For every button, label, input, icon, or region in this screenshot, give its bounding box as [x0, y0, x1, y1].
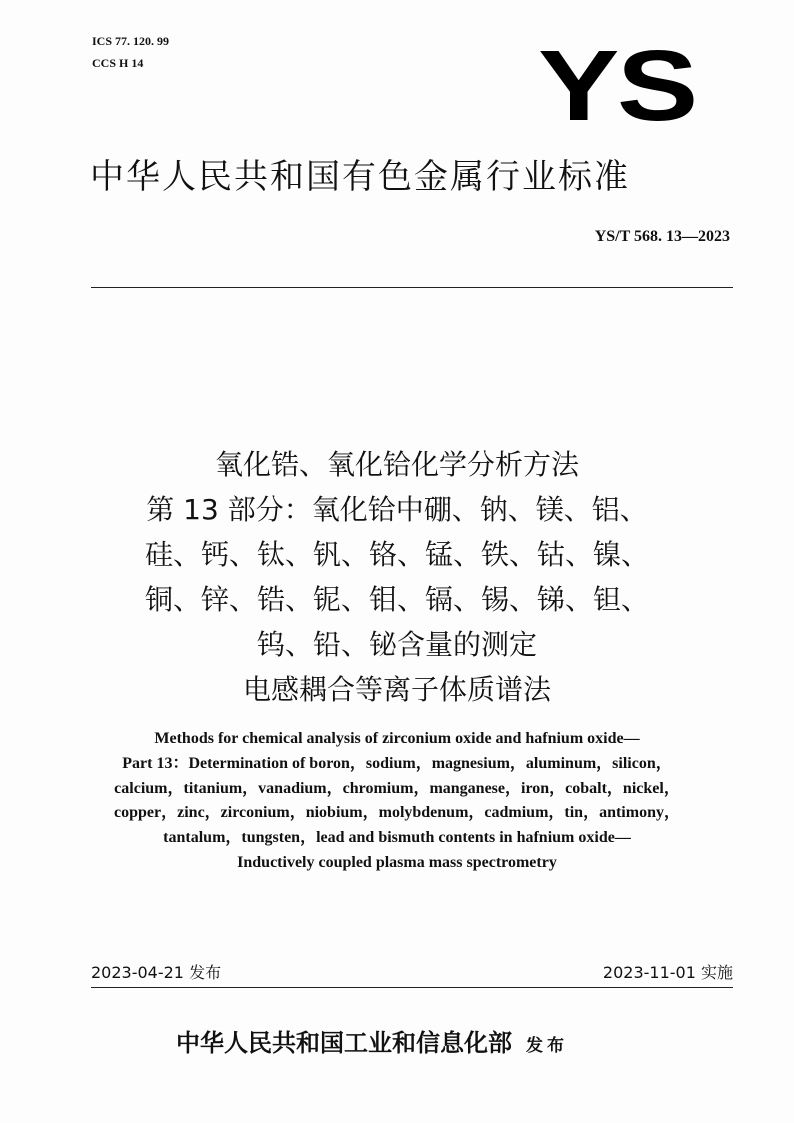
ys-logo: YS	[538, 30, 696, 142]
english-title-line: Part 13：Determination of boron，sodium，magnesium，aluminum，silicon，	[122, 754, 672, 772]
publisher-name: 中华人民共和国工业和信息化部	[176, 1029, 512, 1057]
implementation-date: 2023-11-01 实施	[602, 963, 733, 982]
english-title-line: calcium，titanium，vanadium，chromium，manganese，iron，cobalt，nickel，	[114, 779, 680, 797]
chinese-title	[90, 442, 704, 712]
chinese-title-line: 第 13 部分：氧化铪中硼、钠、镁、铝、	[146, 493, 648, 526]
english-title	[60, 727, 734, 876]
chinese-title-line: 电感耦合等离子体质谱法	[242, 673, 551, 706]
bottom-divider	[91, 987, 733, 988]
english-title-line: tantalum，tungsten，lead and bismuth contents in hafnium oxide—	[163, 829, 631, 847]
publisher-action: 发布	[526, 1036, 568, 1056]
issue-date: 2023-04-21 发布	[91, 963, 222, 982]
chinese-title-line: 钨、铅、铋含量的测定	[256, 628, 537, 661]
chinese-title-line: 氧化锆、氧化铪化学分析方法	[214, 448, 579, 481]
publisher	[176, 1028, 568, 1061]
english-title-line: copper，zinc，zirconium，niobium，molybdenum，cadmium，tin，antimony，	[114, 804, 680, 822]
standard-category-title: 中华人民共和国有色金属行业标准	[90, 157, 630, 197]
english-title-line: Methods for chemical analysis of zirconium oxide and hafnium oxide—	[154, 730, 640, 747]
classification-codes	[92, 30, 169, 74]
document-number: YS/T 568. 13—2023	[594, 228, 730, 245]
chinese-title-line: 铜、锌、锆、铌、钼、镉、锡、锑、钽、	[144, 583, 649, 616]
ccs-code: CCS H 14	[92, 56, 144, 70]
top-divider	[91, 287, 733, 288]
english-title-line: Inductively coupled plasma mass spectrometry	[237, 853, 557, 871]
ics-code: ICS 77. 120. 99	[92, 34, 170, 48]
chinese-title-line: 硅、钙、钛、钒、铬、锰、铁、钴、镍、	[144, 538, 649, 571]
